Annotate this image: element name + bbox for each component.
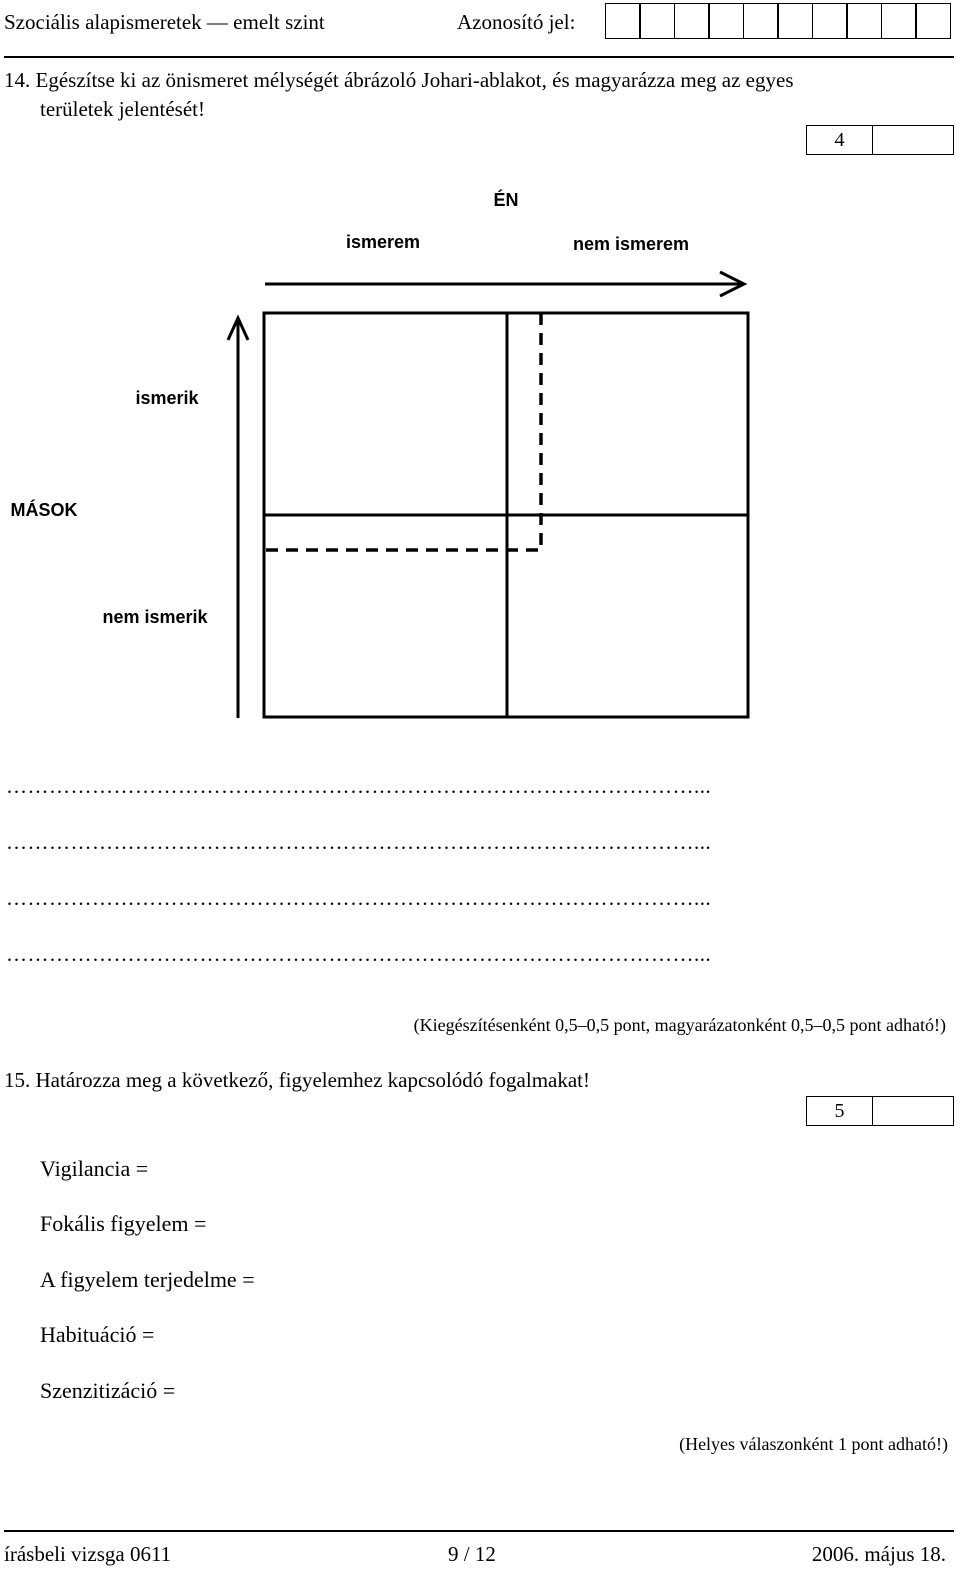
id-code-box[interactable] (915, 3, 951, 39)
answer-line[interactable]: ……………………………………………………………………………………... (6, 830, 712, 854)
footer-rule (4, 1530, 954, 1532)
q14-max-score: 4 (834, 129, 845, 151)
q15-max-score: 5 (834, 1100, 845, 1122)
id-code-box[interactable] (605, 3, 641, 39)
id-label: Azonosító jel: (457, 10, 576, 34)
term-focal-attention: Fokális figyelem = (40, 1211, 207, 1236)
term-sensitization: Szenzitizáció = (40, 1378, 176, 1403)
q14-text-line2: területek jelentését! (40, 97, 205, 121)
unknown-to-others-label: nem ismerik (102, 607, 208, 627)
header-rule (4, 56, 954, 58)
unknown-to-self-label: nem ismerem (572, 234, 690, 254)
answer-line[interactable]: ……………………………………………………………………………………... (6, 774, 712, 798)
q15-score-box (806, 1096, 954, 1126)
footer-exam-code: írásbeli vizsga 0611 (4, 1542, 172, 1566)
term-attention-span: A figyelem terjedelme = (40, 1267, 255, 1292)
known-to-others-label: ismerik (135, 388, 199, 408)
johari-window-diagram (0, 180, 960, 740)
id-code-box[interactable] (881, 3, 917, 39)
known-to-self-label: ismerem (345, 232, 421, 252)
id-code-box[interactable] (708, 3, 744, 39)
others-label: MÁSOK (10, 500, 78, 520)
q15-text: 15. Határozza meg a következő, figyelemhez kapcsolódó fogalmakat! (4, 1068, 591, 1092)
id-code-box[interactable] (674, 3, 710, 39)
id-code-box[interactable] (639, 3, 675, 39)
id-code-box[interactable] (846, 3, 882, 39)
id-code-box[interactable] (777, 3, 813, 39)
q15-scoring-note: (Helyes válaszonként 1 pont adható!) (679, 1434, 948, 1454)
q15-earned-score-field[interactable] (872, 1097, 953, 1125)
q14-scoring-note: (Kiegészítésenként 0,5–0,5 pont, magyarázatonként 0,5–0,5 pont adható!) (413, 1015, 946, 1035)
id-code-box[interactable] (743, 3, 779, 39)
q14-text-line1: 14. Egészítse ki az önismeret mélységét ábrázoló Johari-ablakot, és magyarázza meg az egyes (4, 68, 794, 92)
id-code-box[interactable] (812, 3, 848, 39)
header-title: Szociális alapismeretek — emelt szint (4, 10, 325, 34)
footer-date: 2006. május 18. (811, 1542, 946, 1566)
answer-line[interactable]: ……………………………………………………………………………………... (6, 886, 712, 910)
answer-line[interactable]: ……………………………………………………………………………………... (6, 942, 712, 966)
term-vigilance: Vigilancia = (40, 1156, 149, 1181)
q14-earned-score-field[interactable] (872, 126, 953, 154)
id-code-boxes (606, 3, 951, 39)
footer-page-number: 9 / 12 (448, 1542, 496, 1566)
term-habituation: Habituáció = (40, 1322, 155, 1347)
self-label: ÉN (493, 190, 519, 210)
q14-score-box (806, 125, 954, 155)
